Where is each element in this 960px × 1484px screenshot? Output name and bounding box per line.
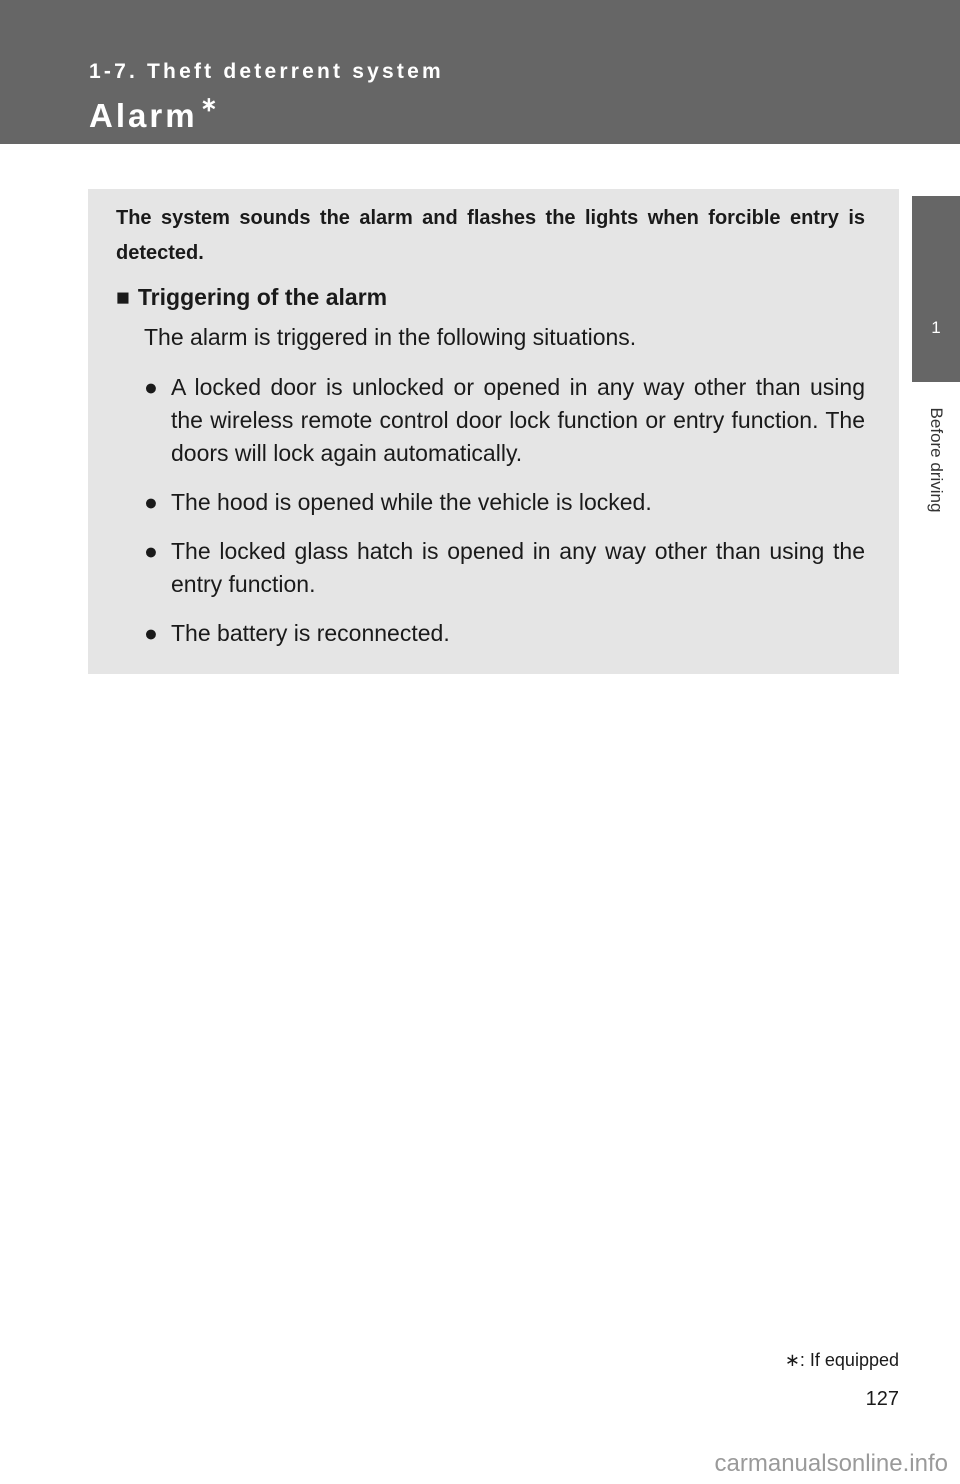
- page-title: [89, 92, 217, 135]
- chapter-tab: [912, 196, 960, 382]
- list-item-text: The locked glass hatch is opened in any way other than using the entry function.: [171, 538, 865, 597]
- subsection-heading: [116, 284, 387, 311]
- watermark: carmanualsonline.info: [714, 1450, 948, 1477]
- bullet-icon: ●: [144, 489, 158, 515]
- list-item: [144, 371, 865, 470]
- if-equipped-mark: ∗: [200, 94, 218, 116]
- subsection-lead: The alarm is triggered in the following situations.: [144, 324, 637, 350]
- subsection-heading-text: Triggering of the alarm: [137, 284, 388, 310]
- list-item-text: A locked door is unlocked or opened in any way other than using the wireless remote control door lock function or entry function. The doors will lock again automatically.: [171, 374, 865, 466]
- list-item: [144, 617, 865, 650]
- list-item-text: The hood is opened while the vehicle is locked.: [171, 489, 652, 515]
- chapter-tab-label: Before driving: [927, 407, 946, 513]
- bullet-icon: ●: [144, 620, 158, 646]
- list-item: [144, 535, 865, 601]
- footnote: ∗: If equipped: [784, 1350, 899, 1370]
- page-title-text: Alarm: [89, 97, 198, 134]
- section-label: 1-7. Theft deterrent system: [89, 60, 444, 83]
- intro-text: The system sounds the alarm and flashes the lights when forcible entry is detected.: [116, 207, 865, 264]
- page-number: 127: [865, 1388, 899, 1410]
- list-item-text: The battery is reconnected.: [171, 620, 450, 646]
- square-bullet-icon: ■: [116, 284, 130, 310]
- chapter-tab-number: 1: [931, 318, 941, 337]
- bullet-icon: ●: [144, 374, 158, 400]
- list-item: [144, 486, 865, 519]
- bullet-icon: ●: [144, 538, 158, 564]
